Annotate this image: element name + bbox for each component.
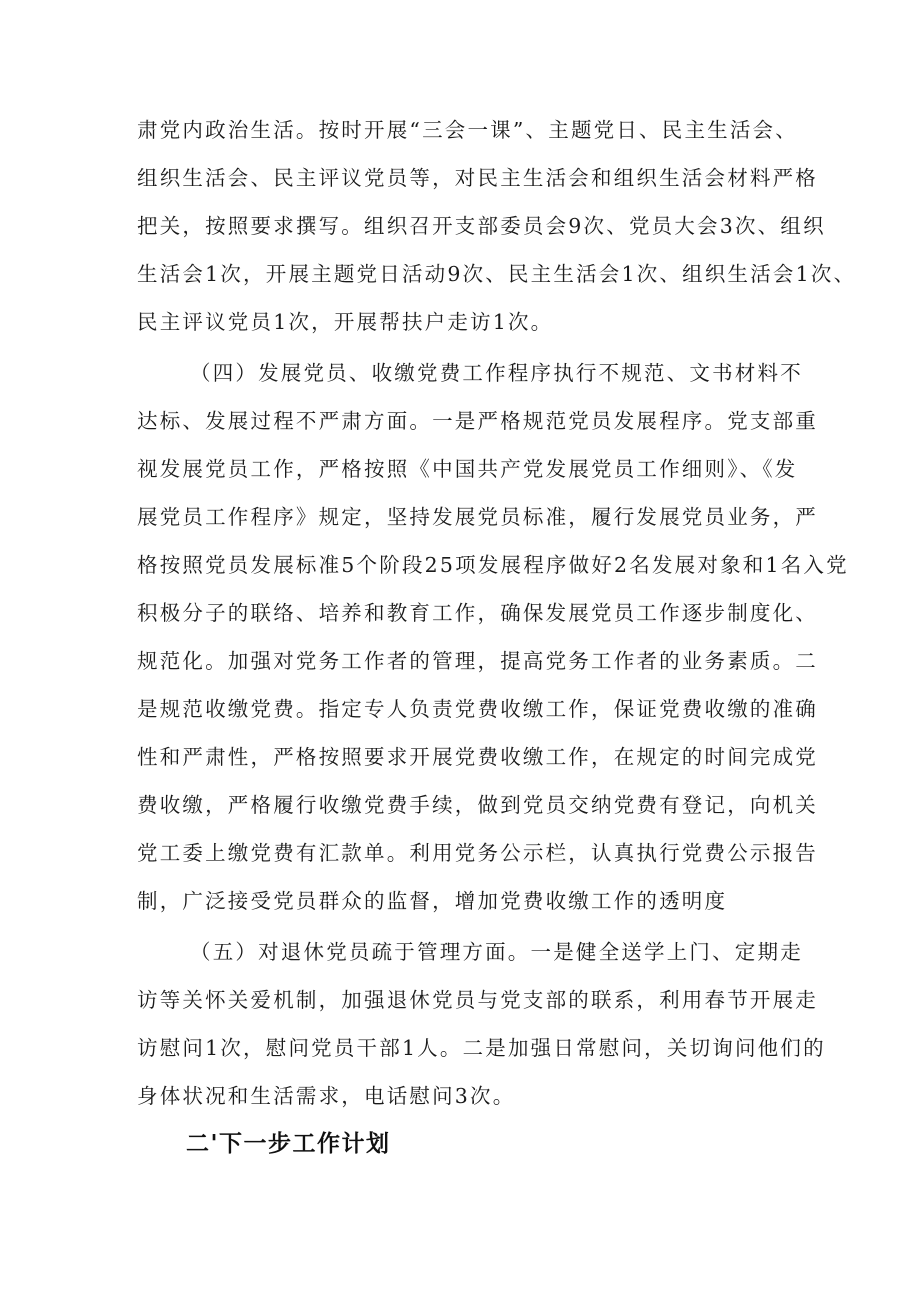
paragraph-line: （四）发展党员、收缴党费工作程序执行不规范、文书材料不 [190, 361, 803, 385]
paragraph-line: 是规范收缴党费。指定专人负责党费收缴工作，保证党费收缴的准确 [137, 697, 818, 721]
paragraph-line: 展党员工作程序》规定，坚持发展党员标准，履行发展党员业务，严 [137, 505, 818, 529]
paragraph-line: 把关，按照要求撰写。组织召开支部委员会9次、党员大会3次、组织 [137, 214, 826, 238]
paragraph-line: 民主评议党员1次，开展帮扶户走访1次。 [137, 310, 554, 334]
paragraph-line: 积极分子的联络、培养和教育工作，确保发展党员工作逐步制度化、 [137, 601, 818, 625]
paragraph-line: 身体状况和生活需求，电话慰问3次。 [137, 1084, 516, 1108]
paragraph-line: 组织生活会、民主评议党员等，对民主生活会和组织生活会材料严格 [137, 166, 818, 190]
paragraph-line: 访慰问1次，慰问党员干部1人。二是加强日常慰问，关切询问他们的 [137, 1036, 826, 1060]
paragraph-line: 规范化。加强对党务工作者的管理，提高党务工作者的业务素质。二 [137, 649, 818, 673]
paragraph-line: 格按照党员发展标准5个阶段25项发展程序做好2名发展对象和1名入党 [137, 553, 849, 577]
paragraph-line: 费收缴，严格履行收缴党费手续，做到党员交纳党费有登记，向机关 [137, 793, 818, 817]
paragraph-line: 生活会1次，开展主题党日活动9次、民主生活会1次、组织生活会1次、 [137, 262, 857, 286]
paragraph-line: （五）对退休党员疏于管理方面。一是健全送学上门、定期走 [190, 940, 803, 964]
paragraph-line: 访等关怀关爱机制，加强退休党员与党支部的联系，利用春节开展走 [137, 988, 818, 1012]
paragraph-line: 制，广泛接受党员群众的监督，增加党费收缴工作的透明度 [137, 889, 728, 913]
paragraph-line: 达标、发展过程不严肃方面。一是严格规范党员发展程序。党支部重 [137, 409, 818, 433]
section-heading: 二'下一步工作计划 [186, 1131, 391, 1157]
paragraph-line: 肃党内政治生活。按时开展“三会一课”、主题党日、民主生活会、 [137, 118, 798, 142]
paragraph-line: 性和严肃性，严格按照要求开展党费收缴工作，在规定的时间完成党 [137, 745, 818, 769]
paragraph-line: 党工委上缴党费有汇款单。利用党务公示栏，认真执行党费公示报告 [137, 841, 818, 865]
paragraph-line: 视发展党员工作，严格按照《中国共产党发展党员工作细则》、《发 [137, 457, 798, 481]
